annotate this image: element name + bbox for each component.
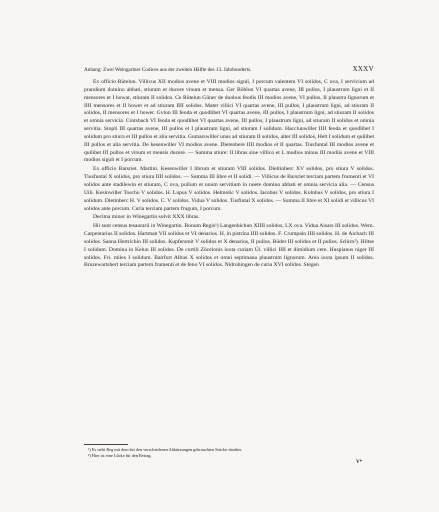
header-title: Anhang: Zwei Weingartner Codices aus der zweiten Hälfte des 13. Jahrhunderts.	[84, 67, 252, 73]
paragraph: Decima minor in Winegartin solvit XXX libras.	[93, 214, 200, 221]
footnote: ¹) Es steht Reg mit dem bei den verschiedenen Abkürzungen gebrauchten Striche darüber.	[88, 447, 243, 452]
printer-signature: V*	[356, 460, 363, 465]
footnote-divider	[84, 444, 128, 445]
running-header	[84, 67, 374, 74]
body-text	[84, 79, 374, 270]
footnote: ²) Hier ist eine Lücke für den Betrag.	[88, 453, 152, 459]
paragraph: Hii sunt census tesaurarii in Winegartin. Bonum Regis¹) Langenhichun XIIII solidos, LX ova. Vidua Aisars III solidos. Wern. Carpentarius II solidos. Hartman VII solidos et VI denarios. H. in pistrina IIII solidos. F. Crumpain IIII solidos. H. de Aichach III solidos. Sanna Hertrichin III solidos. Kupfersmit V solidos et X denarios, II pullos. Büder III solidos et II pullos. Schirn²). Hiltse I solidum. Domina in Kelun III solidos. De curtili Zöcelonis iuxta curiam Ül. villici IIII et dimidium cere. Huspianus niger III solidos. Fri. miles I solidum. Bairfurt Albus X solidos et omni septimana plaustrum lignorum. Area iuxta ipsum II solidos. Bruzewartshert terciam partem frumenti et de feno VI solidos. Nidrobingen de curia XVI solidos. Stegen	[84, 223, 374, 269]
page-number: XXXV	[352, 65, 374, 73]
paragraph: Ex officio Rütelun. Villicus XII modios avene et VIII modios siguli, I porcum valentem VI solidos, C ova, I servicium ad prandium domino abbati, stiuram et ducere vinum et mensa. Ger Böhlun VI quartas avene, III pullos, I plaustrum ligni et II mensores et I howar, stiuram II solidos. Ce Rütelun Güner de duobus feodis III modios avene, VI pullos, II plaustra lignorum et IIII mensores et II hower et ad stiuram IIII solidos. Mater villici VI quartas avene, III pullos, I plaustrum ligni, ad stiuram II solidos, II mensores et I hower. Gvlon III feoda et quodlibet VI quartas avene, III pullos, I plaustrum ligni, ad stiuram II solidos et omnia servicia. Crotsbach VI feoda et quodlibet VI quartas avene, III pullos, I plaustrum ligni, ad stiuram II solidos et omnia servitia. Stopli III quartas avene, III pullos et I plaustrum ligni, ad stiuram I solidum. Hacclunwiller IIII feoda et quodlibet I solidum pro stiura et III pullos et alia servitia. Gumarswiller unus ad stiuram II solidos, alter III solidos, Helt I solidum et quilibet III pullos et alia servitia. De kesenwiller VI modios avene. Dietenbere IIII modios et II quartas. Tiusfuntal III modios avene et quilibet III pullos et vinum et mensis ducere. — Summa stiure: II libras sine villico et L modios minus III modiis avene et VIII modios siguli et I porcum.	[84, 79, 374, 164]
paragraph: Ex officio Barsriet. Martini. Kesenwiller I librum et stiuram VIII solidos. Dietlinberc XV solidos, pro stiura V solidos. Tiusfuntal X solidos, pro stiura IIII solidos. — Summa III libre et II solidi. — Villicus de Barsriet terciam partem frumenti et VI solidos ante stadilewin et stiuram, C ova, pullum et unum servitium in noete domino abbati et omnia servicia alia. — Census Uili. Kesinwiller Toscho V solidos. H. Lupus V solidos. Helmolic V solidos. Iacobus V solidos. Kolnhus V solidos, pro stiura I solidum. Dietinberc H. V solidos. C. V solidos. Vidua V solidos. Tusfintal X solidos. — Summa II libre et XI solidi et villicus VI solidos ante porcum. Curia terciam partem frugum, I porcum.	[84, 166, 374, 212]
footnotes	[84, 447, 374, 460]
